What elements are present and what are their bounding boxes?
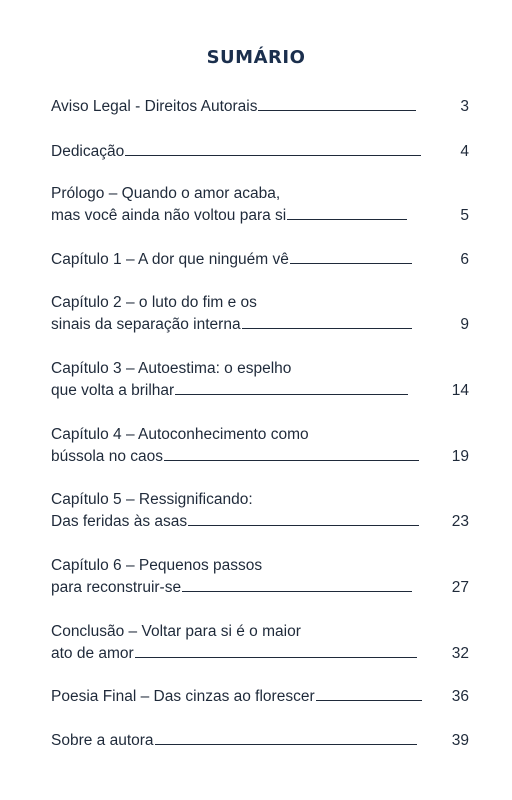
leader-line bbox=[155, 730, 417, 745]
leader-line bbox=[242, 314, 412, 329]
toc-entry-line bbox=[51, 183, 469, 205]
leader-line bbox=[290, 249, 412, 264]
leader-line bbox=[164, 446, 419, 461]
toc-entry-line bbox=[51, 686, 469, 708]
toc-entry-line bbox=[51, 292, 469, 314]
leader-line bbox=[258, 96, 416, 111]
toc-entry[interactable] bbox=[51, 686, 469, 708]
toc-page-number: 32 bbox=[451, 645, 469, 662]
toc-page-number: 19 bbox=[451, 448, 469, 465]
toc-entry-line bbox=[51, 511, 469, 533]
toc-entry-line bbox=[51, 446, 469, 468]
toc-entry-line bbox=[51, 643, 469, 665]
toc-entry-line bbox=[51, 205, 469, 227]
toc-entry-line bbox=[51, 141, 469, 163]
toc-entry[interactable] bbox=[51, 489, 469, 533]
toc-title: SUMÁRIO bbox=[206, 47, 306, 68]
toc-page-number: 39 bbox=[451, 732, 469, 749]
toc-entry-text: Dedicação bbox=[51, 143, 125, 160]
toc-page-number: 4 bbox=[460, 143, 469, 160]
toc-entry-line bbox=[51, 249, 469, 271]
toc-entry-text: Capítulo 1 – A dor que ninguém vê bbox=[51, 251, 289, 268]
toc-entry[interactable] bbox=[51, 621, 469, 665]
toc-entry-text: Capítulo 3 – Autoestima: o espelho bbox=[51, 360, 292, 377]
leader-line bbox=[175, 380, 408, 395]
toc-entry[interactable] bbox=[51, 358, 469, 402]
toc-entry[interactable] bbox=[51, 96, 469, 118]
toc-entry-text: Capítulo 5 – Ressignificando: bbox=[51, 491, 253, 508]
toc-entry[interactable] bbox=[51, 183, 469, 227]
toc-entry-text: Aviso Legal - Direitos Autorais bbox=[51, 98, 258, 115]
toc-entry[interactable] bbox=[51, 292, 469, 336]
toc-entry-line bbox=[51, 358, 469, 380]
toc-page-number: 36 bbox=[451, 688, 469, 705]
toc-entry-line bbox=[51, 577, 469, 599]
leader-line bbox=[135, 643, 417, 658]
toc-page-number: 27 bbox=[451, 579, 469, 596]
toc-entry[interactable] bbox=[51, 730, 469, 752]
toc-entry-text: Prólogo – Quando o amor acaba, bbox=[51, 185, 281, 202]
toc-entry[interactable] bbox=[51, 141, 469, 163]
toc-entry-text: que volta a brilhar bbox=[51, 382, 175, 399]
toc-entry-line bbox=[51, 96, 469, 118]
toc-entry-text: bússola no caos bbox=[51, 448, 164, 465]
toc-entry-text: ato de amor bbox=[51, 645, 134, 662]
leader-line bbox=[188, 511, 419, 526]
toc-entry-text: Conclusão – Voltar para si é o maior bbox=[51, 623, 301, 640]
toc-entry-line bbox=[51, 621, 469, 643]
leader-line bbox=[287, 205, 407, 220]
toc-entry[interactable] bbox=[51, 424, 469, 468]
toc-entry-text: Das feridas às asas bbox=[51, 513, 188, 530]
toc-page-number: 14 bbox=[451, 382, 469, 399]
toc-entry-line bbox=[51, 380, 469, 402]
toc-entry-line bbox=[51, 730, 469, 752]
toc-entry-text: Capítulo 2 – o luto do fim e os bbox=[51, 294, 257, 311]
toc-entry-text: Capítulo 4 – Autoconhecimento como bbox=[51, 426, 309, 443]
leader-line bbox=[125, 141, 421, 156]
toc-entry-line bbox=[51, 489, 469, 511]
toc-entry-text: para reconstruir-se bbox=[51, 579, 182, 596]
toc-entry-line bbox=[51, 424, 469, 446]
leader-line bbox=[182, 577, 412, 592]
toc-page-number: 23 bbox=[451, 513, 469, 530]
toc-page-number: 9 bbox=[460, 316, 469, 333]
toc-page-number: 3 bbox=[460, 98, 469, 115]
toc-entry-text: Capítulo 6 – Pequenos passos bbox=[51, 557, 263, 574]
toc-entry-text: mas você ainda não voltou para si bbox=[51, 207, 287, 224]
toc-entry[interactable] bbox=[51, 555, 469, 599]
toc-entry-text: Poesia Final – Das cinzas ao florescer bbox=[51, 688, 315, 705]
leader-line bbox=[316, 686, 422, 701]
toc-entry-text: sinais da separação interna bbox=[51, 316, 241, 333]
toc-entry[interactable] bbox=[51, 249, 469, 271]
toc-page-number: 6 bbox=[460, 251, 469, 268]
toc-page-number: 5 bbox=[460, 207, 469, 224]
toc-entry-line bbox=[51, 555, 469, 577]
toc-entry-line bbox=[51, 314, 469, 336]
toc-entry-text: Sobre a autora bbox=[51, 732, 154, 749]
